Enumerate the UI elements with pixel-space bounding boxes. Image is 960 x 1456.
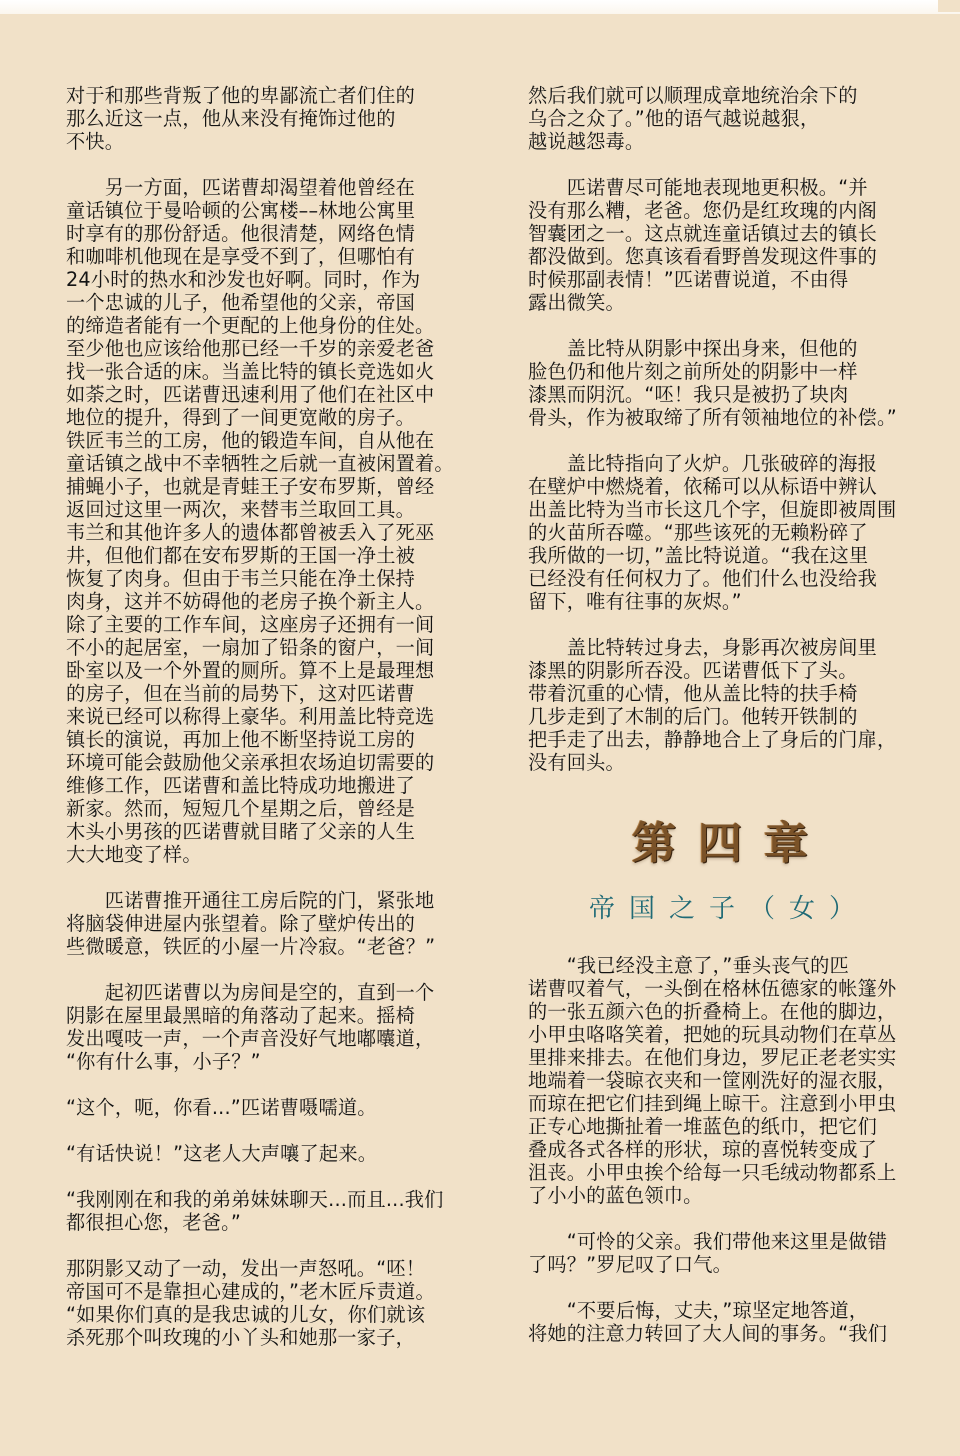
paragraph: “我刚刚在和我的弟弟妹妹聊天...而且...我们 都很担心您，老爸。” (66, 1188, 444, 1234)
page-corner (938, 0, 960, 12)
left-text-column (66, 84, 462, 1372)
paragraph: 盖比特转过身去，身影再次被房间里 漆黑的阴影所吞没。匹诺曹低下了头。 带着沉重的心情，他从盖比特的扶手椅 几步走到了木制的后门。他转开铁制的 把手走了出去，静静地合上了身后的门扉， 没有回头。 (528, 636, 897, 774)
paragraph: 那阴影又动了一动，发出一声怒吼。“呸！ 帝国可不是靠担心建成的，”老木匠斥责道。 “如果你们真的是我忠诚的儿女，你们就该 杀死那个叫玫瑰的小丫头和她那一家子， (66, 1257, 435, 1349)
paragraph: “不要后悔，丈夫，”琼坚定地答道， 将她的注意力转回了大人间的事务。“我们 (528, 1299, 888, 1345)
paragraph: 起初匹诺曹以为房间是空的，直到一个 阴影在屋里最黑暗的角落动了起来。摇椅 发出嘎吱一声，一个声音没好气地嘟囔道， “你有什么事，小子？” (66, 981, 435, 1073)
paragraph: “可怜的父亲。我们带他来这里是做错 了吗？”罗尼叹了口气。 (528, 1230, 888, 1276)
paragraph: 匹诺曹推开通往工房后院的门，紧张地 将脑袋伸进屋内张望着。除了壁炉传出的 些微暖意，铁匠的小屋一片冷寂。“老爸？” (66, 889, 436, 958)
paragraph: “这个，呃，你看...”匹诺曹嗫嚅道。 (66, 1096, 377, 1119)
paragraph: 盖比特指向了火炉。几张破碎的海报 在壁炉中燃烧着，依稀可以从标语中辨认 出盖比特为当市长这几个字，但旋即被周围 的火苗所吞噬。“那些该死的无赖粉碎了 我所做的一切，”盖比特说道。“我在这里 已经没有任何权力了。他们什么也没给我 留下，唯有往事的灰烬。” (528, 452, 897, 613)
paragraph: “我已经没主意了，”垂头丧气的匹 诺曹叹着气，一头倒在格林伍德家的帐篷外 的一张五颜六色的折叠椅上。在他的脚边， 小甲虫咯咯笑着，把她的玩具动物们在草丛 里排来排去。在他们身边，罗尼正老老实实 地端着一袋晾衣夹和一筐刚洗好的湿衣服， 而琼在把它们挂到绳上晾干。注意到小甲虫 正专心地撕扯着一堆蓝色的纸巾，把它们 叠成各式各样的形状，琼的喜悦转变成了 沮丧。小甲虫挨个给每一只毛绒动物都系上 了小小的蓝色领巾。 (528, 954, 897, 1207)
paragraph: 然后我们就可以顺理成章地统治余下的 乌合之众了。”他的语气越说越狠， 越说越怨毒。 (528, 84, 858, 153)
chapter-subtitle: 帝国之子（女） (588, 894, 869, 924)
paragraph: 盖比特从阴影中探出身来，但他的 脸色仍和他片刻之前所处的阴影中一样 漆黑而阴沉。“呸！我只是被扔了块肉 骨头，作为被取缔了所有领袖地位的补偿。” (528, 337, 897, 429)
chapter-title: 第四章 (632, 818, 830, 869)
right-text-column (528, 84, 924, 1368)
paragraph: 匹诺曹尽可能地表现地更积极。“并 没有那么糟，老爸。您仍是红玫瑰的内阁 智囊团之一。这点就连童话镇过去的镇长 都没做到。您真该看看野兽发现这件事的 时候那副表情！”匹诺曹说道，不由得 露出微笑。 (528, 176, 877, 314)
paragraph: 另一方面，匹诺曹却渴望着他曾经在 童话镇位于曼哈顿的公寓楼––林地公寓里 时享有的那份舒适。他很清楚，网络色情 和咖啡机他现在是享受不到了，但哪怕有 24小时的热水和沙发也好啊。同时，作为 一个忠诚的儿子，他希望他的父亲，帝国 的缔造者能有一个更配的上他身份的住处。 至少他也应该给他那已经一千岁的亲爱老爸 找一张合适的床。当盖比特的镇长竞选如火 如荼之时，匹诺曹迅速利用了他们在社区中 地位的提升，得到了一间更宽敞的房子。 铁匠韦兰的工房，他的锻造车间，自从他在 童话镇之战中不幸牺牲之后就一直被闲置着。 捕蝇小子，也就是青蛙王子安布罗斯，曾经 返回过这里一两次，来替韦兰取回工具。 韦兰和其他许多人的遗体都曾被丢入了死巫 井，但他们都在安布罗斯的王国一净土被 恢复了肉身。但由于韦兰只能在净土保持 肉身，这并不妨碍他的老房子换个新主人。 除了主要的工作车间，这座房子还拥有一间 不小的起居室，一扇加了铅条的窗户，一间 卧室以及一个外置的厕所。算不上是最理想 的房子，但在当前的局势下，这对匹诺曹 来说已经可以称得上豪华。利用盖比特竞选 镇长的演说，再加上他不断坚持说工房的 环境可能会鼓励他父亲承担农场迫切需要的 维修工作，匹诺曹和盖比特成功地搬进了 新家。然而，短短几个星期之后，曾经是 木头小男孩的匹诺曹就目睹了父亲的人生 大大地变了样。 (66, 176, 454, 866)
page-top-edge (0, 0, 960, 14)
paragraph: “有话快说！”这老人大声嚷了起来。 (66, 1142, 378, 1165)
paragraph: 对于和那些背叛了他的卑鄙流亡者们住的 那么近这一点，他从来没有掩饰过他的 不快。 (66, 84, 415, 153)
